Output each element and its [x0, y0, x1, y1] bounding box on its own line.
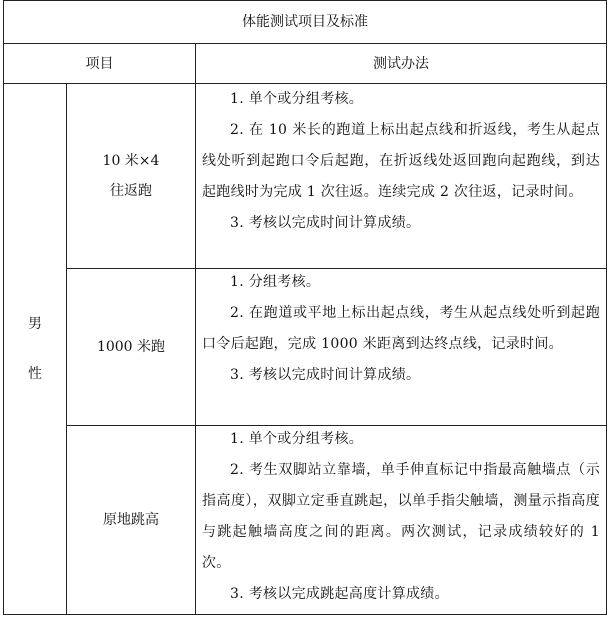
header-item: 项目 — [85, 55, 114, 72]
method-cell-1000m-run — [202, 267, 600, 391]
method-step: 3. 考核以完成时间计算成绩。 — [230, 367, 421, 383]
item-line: 往返跑 — [110, 183, 152, 199]
method-step: 2. 在 10 米长的跑道上标出起点线和折返线，考生从起点线处听到起跑口令后起跑，在折返线处返回跑向起跑线，到达起跑线时为完成 1 次往返。连续完成 2 次往返，记录时间。 — [202, 122, 600, 200]
item-cell-1000m-run — [67, 269, 195, 425]
method-step: 1. 分组考核。 — [230, 274, 321, 290]
item-cell-shuttle-run — [67, 84, 195, 268]
item-line: 10 米×4 — [102, 153, 160, 169]
method-step: 3. 考核以完成跳起高度计算成绩。 — [230, 586, 449, 602]
gender-cell — [4, 84, 66, 614]
method-step: 1. 单个或分组考核。 — [230, 431, 364, 447]
method-cell-shuttle-run — [202, 84, 600, 239]
method-step: 1. 单个或分组考核。 — [230, 91, 364, 107]
gender-char-1: 男 — [28, 316, 42, 332]
method-cell-standing-jump — [202, 424, 600, 610]
method-step: 2. 在跑道或平地上标出起点线，考生从起点线处听到起跑口令后起跑，完成 1000 米距离到达终点线，记录时间。 — [202, 305, 600, 352]
method-step: 2. 考生双脚站立靠墙，单手伸直标记中指最高触墙点（示指高度），双脚立定垂直跳起，以单手指尖触墙，测量示指高度与跳起触墙高度之间的距离。两次测试，记录成绩较好的 1 次。 — [202, 462, 600, 571]
right-border — [606, 0, 607, 615]
bottom-border — [3, 614, 607, 615]
header-method: 测试办法 — [373, 55, 429, 72]
item-cell-standing-jump — [67, 426, 195, 614]
item-method-divider — [195, 43, 196, 615]
method-step: 3. 考核以完成时间计算成绩。 — [230, 215, 421, 231]
table-title: 体能测试项目及标准 — [242, 14, 368, 30]
gender-char-2: 性 — [28, 366, 42, 382]
item-line: 1000 米跑 — [96, 339, 166, 355]
item-line: 原地跳高 — [103, 512, 159, 528]
